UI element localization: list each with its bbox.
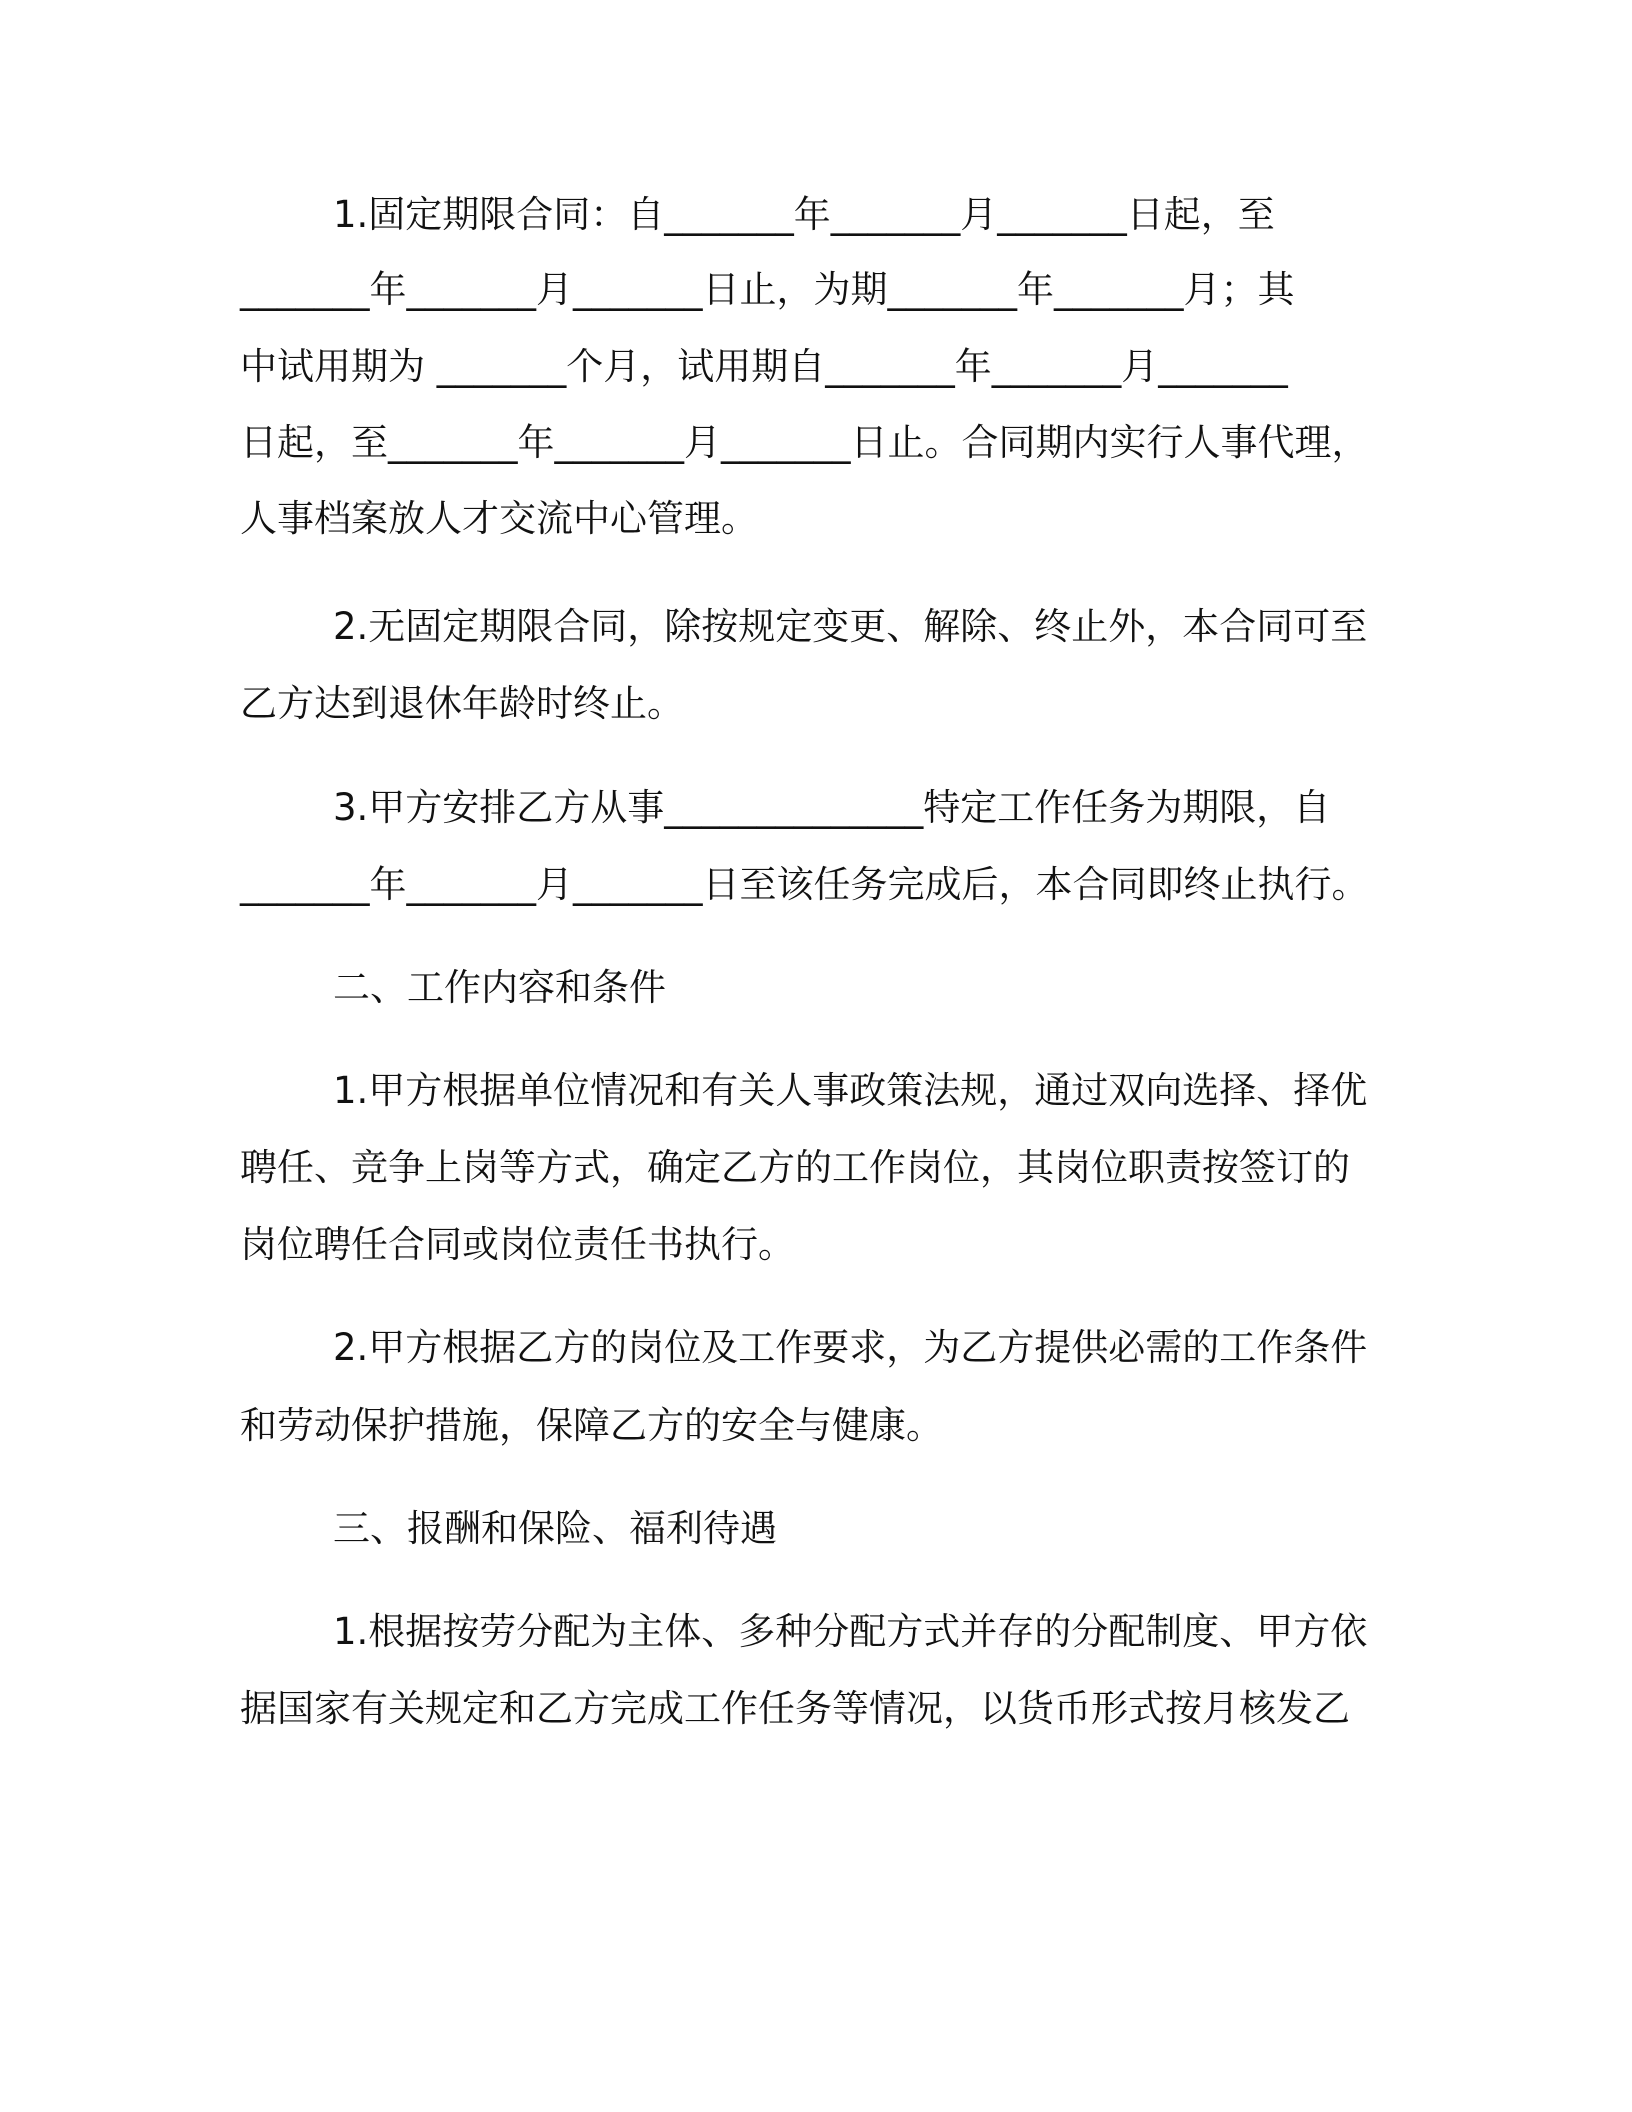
fixed-term-line-5: 人事档案放人才交流中心管理。 [240, 497, 758, 540]
section-heading-work-content: 二、工作内容和条件 [333, 966, 666, 1009]
fixed-term-line-2: _______年_______月_______日止，为期_______年_______月；其 [240, 268, 1295, 311]
fixed-term-line-4: 日起，至_______年_______月_______日止。合同期内实行人事代理， [240, 421, 1369, 464]
pay-1-line-2: 据国家有关规定和乙方完成工作任务等情况，以货币形式按月核发乙 [240, 1687, 1350, 1730]
open-term-line-1: 2.无固定期限合同，除按规定变更、解除、终止外，本合同可至 [333, 605, 1368, 648]
task-term-line-2: _______年_______月_______日至该任务完成后，本合同即终止执行。 [240, 863, 1369, 906]
work-content-1-line-1: 1.甲方根据单位情况和有关人事政策法规，通过双向选择、择优 [333, 1069, 1368, 1112]
work-content-1-line-2: 聘任、竞争上岗等方式，确定乙方的工作岗位，其岗位职责按签订的 [240, 1146, 1350, 1189]
open-term-line-2: 乙方达到退休年龄时终止。 [240, 682, 684, 725]
work-content-2-line-1: 2.甲方根据乙方的岗位及工作要求，为乙方提供必需的工作条件 [333, 1326, 1368, 1369]
task-term-line-1: 3.甲方安排乙方从事______________特定工作任务为期限，自 [333, 786, 1331, 829]
pay-1-line-1: 1.根据按劳分配为主体、多种分配方式并存的分配制度、甲方依 [333, 1610, 1368, 1653]
section-heading-pay-benefits: 三、报酬和保险、福利待遇 [333, 1507, 777, 1550]
work-content-2-line-2: 和劳动保护措施，保障乙方的安全与健康。 [240, 1404, 943, 1447]
fixed-term-line-3: 中试用期为 _______个月，试用期自_______年_______月_______ [240, 345, 1288, 388]
fixed-term-line-1: 1.固定期限合同：自_______年_______月_______日起，至 [333, 193, 1275, 236]
work-content-1-line-3: 岗位聘任合同或岗位责任书执行。 [240, 1223, 795, 1266]
